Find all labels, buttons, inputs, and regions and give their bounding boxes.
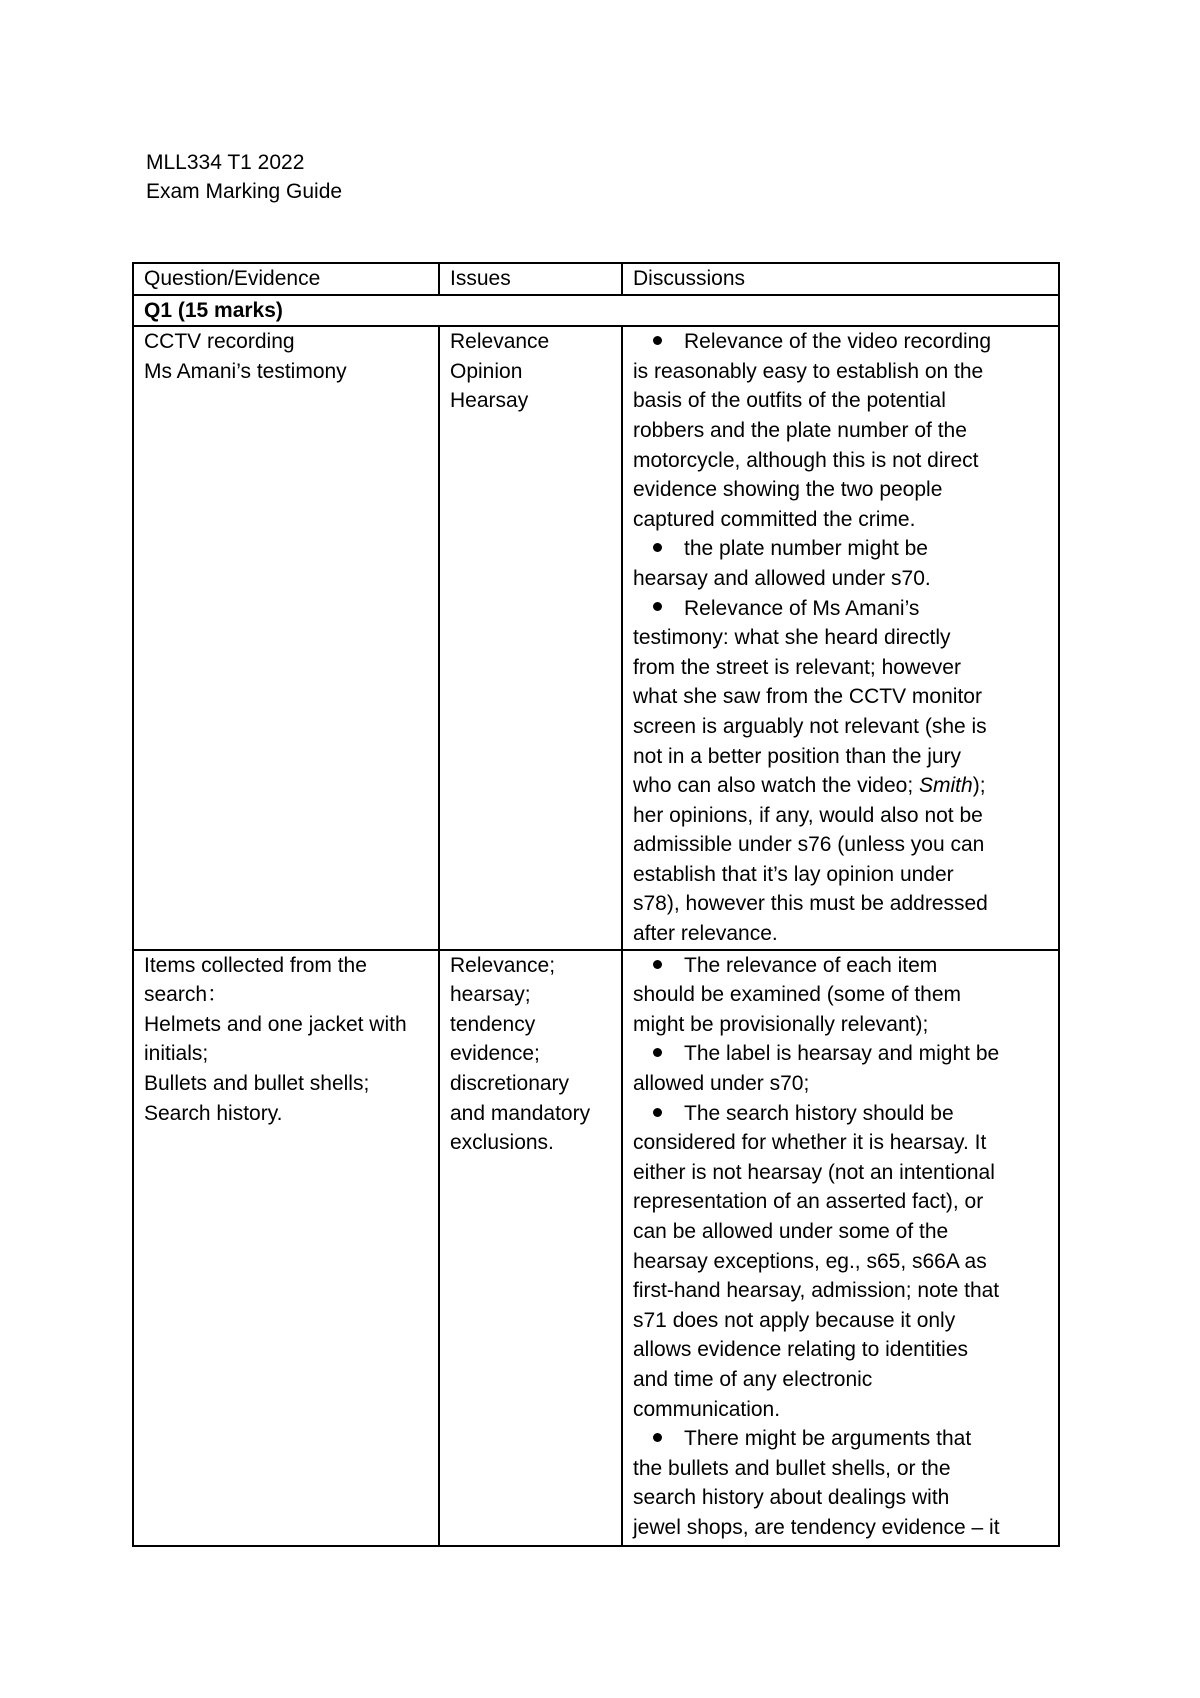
issue-line: evidence; xyxy=(450,1042,540,1066)
evidence-line: Bullets and bullet shells; xyxy=(144,1072,370,1096)
bullet-icon xyxy=(653,602,662,611)
discussion-line: is reasonably easy to establish on the xyxy=(633,359,984,383)
discussion-line: evidence showing the two people xyxy=(633,478,943,502)
discussion-line: s78), however this must be addressed xyxy=(633,892,988,916)
table-header-row xyxy=(133,263,1059,295)
discussions-cell xyxy=(622,950,1059,1546)
discussion-line: and time of any electronic xyxy=(633,1367,873,1391)
issue-line: exclusions. xyxy=(450,1131,554,1155)
discussion-bullet xyxy=(633,534,1050,593)
discussion-line: There might be arguments that xyxy=(684,1427,972,1451)
issues-cell xyxy=(439,326,622,949)
marking-guide-table xyxy=(132,262,1060,1547)
discussion-line: Relevance of the video recording xyxy=(684,330,992,354)
discussion-line: what she saw from the CCTV monitor xyxy=(633,685,982,709)
discussion-line: the plate number might be xyxy=(684,537,928,561)
discussion-line: after relevance. xyxy=(633,922,778,946)
discussion-line: from the street is relevant; however xyxy=(633,655,961,679)
bullet-icon xyxy=(653,1048,662,1057)
evidence-line: initials; xyxy=(144,1042,209,1066)
discussion-line: either is not hearsay (not an intentional xyxy=(633,1160,995,1184)
section-label: Q1 (15 marks) xyxy=(133,295,1059,327)
column-header-issues: Issues xyxy=(439,263,622,295)
discussion-line: not in a better position than the jury xyxy=(633,744,962,768)
discussion-bullet xyxy=(633,951,1050,1040)
discussion-line: her opinions, if any, would also not be xyxy=(633,803,983,827)
evidence-line: Search history. xyxy=(144,1101,283,1125)
bullet-icon xyxy=(653,336,662,345)
discussion-list xyxy=(633,327,1050,948)
discussion-line: establish that it’s lay opinion under xyxy=(633,862,954,886)
discussion-line: basis of the outfits of the potential xyxy=(633,389,946,413)
evidence-line: Items collected from the xyxy=(144,953,367,977)
discussion-line: can be allowed under some of the xyxy=(633,1220,949,1243)
case-suffix: ); xyxy=(972,774,986,798)
discussion-line: search history about dealings with xyxy=(633,1486,950,1510)
issue-line: and mandatory xyxy=(450,1101,591,1125)
column-header-discussions: Discussions xyxy=(622,263,1059,295)
evidence-cell xyxy=(133,950,439,1546)
discussion-line: who can also watch the video; xyxy=(633,774,920,798)
discussion-line: testimony: what she heard directly xyxy=(633,626,951,650)
evidence-line: Helmets and one jacket with xyxy=(144,1012,407,1036)
issue-line: hearsay; xyxy=(450,983,531,1007)
bullet-icon xyxy=(653,543,662,552)
discussion-line: captured committed the crime. xyxy=(633,507,916,531)
discussion-line: allows evidence relating to identities xyxy=(633,1338,969,1362)
issue-line: Relevance xyxy=(450,330,550,354)
discussion-line: considered for whether it is hearsay. It xyxy=(633,1131,987,1155)
discussion-line: the bullets and bullet shells, or the xyxy=(633,1456,951,1480)
bullet-icon xyxy=(653,1108,662,1117)
issue-line: tendency xyxy=(450,1012,536,1036)
discussion-line: first-hand hearsay, admission; note that xyxy=(633,1279,1000,1303)
discussion-line: allowed under s70; xyxy=(633,1072,810,1096)
document-title: Exam Marking Guide xyxy=(146,180,343,203)
discussion-line: robbers and the plate number of the xyxy=(633,418,967,442)
evidence-cell xyxy=(133,326,439,949)
discussions-cell xyxy=(622,326,1059,949)
section-row xyxy=(133,295,1059,327)
discussion-bullet xyxy=(633,327,1050,534)
course-code: MLL334 T1 2022 xyxy=(146,151,305,174)
discussion-line: jewel shops, are tendency evidence – it xyxy=(633,1515,1000,1539)
column-header-evidence: Question/Evidence xyxy=(133,263,439,295)
case-name: Smith xyxy=(919,774,973,798)
discussion-bullet xyxy=(633,1424,1050,1542)
discussion-line: representation of an asserted fact), or xyxy=(633,1190,984,1214)
evidence-line: search： xyxy=(144,983,229,1007)
discussion-line: The search history should be xyxy=(684,1101,954,1125)
discussion-bullet xyxy=(633,1099,1050,1425)
issues-cell xyxy=(439,950,622,1546)
discussion-line: screen is arguably not relevant (she is xyxy=(633,714,987,738)
issue-line: Opinion xyxy=(450,359,523,383)
discussion-line: The label is hearsay and might be xyxy=(684,1042,1000,1066)
evidence-line: Ms Amani’s testimony xyxy=(144,359,347,383)
document-header xyxy=(146,148,342,206)
discussion-bullet xyxy=(633,594,1050,949)
discussion-line: hearsay exceptions, eg., s65, s66A as xyxy=(633,1249,987,1273)
discussion-line: The relevance of each item xyxy=(684,953,938,977)
discussion-line: might be provisionally relevant); xyxy=(633,1012,929,1036)
discussion-line: Relevance of Ms Amani’s xyxy=(684,596,920,620)
table-row xyxy=(133,326,1059,949)
discussion-bullet xyxy=(633,1039,1050,1098)
discussion-line: should be examined (some of them xyxy=(633,983,962,1007)
bullet-icon xyxy=(653,960,662,969)
discussion-line: hearsay and allowed under s70. xyxy=(633,566,931,590)
issue-line: Relevance; xyxy=(450,953,556,977)
bullet-icon xyxy=(653,1433,662,1442)
discussion-line: s71 does not apply because it only xyxy=(633,1308,956,1332)
issue-line: discretionary xyxy=(450,1072,570,1096)
evidence-line: CCTV recording xyxy=(144,330,295,354)
discussion-list xyxy=(633,951,1050,1543)
discussion-line: admissible under s76 (unless you can xyxy=(633,833,985,857)
issue-line: Hearsay xyxy=(450,389,529,413)
discussion-line: communication. xyxy=(633,1397,781,1421)
table-row xyxy=(133,950,1059,1546)
discussion-line: motorcycle, although this is not direct xyxy=(633,448,979,472)
